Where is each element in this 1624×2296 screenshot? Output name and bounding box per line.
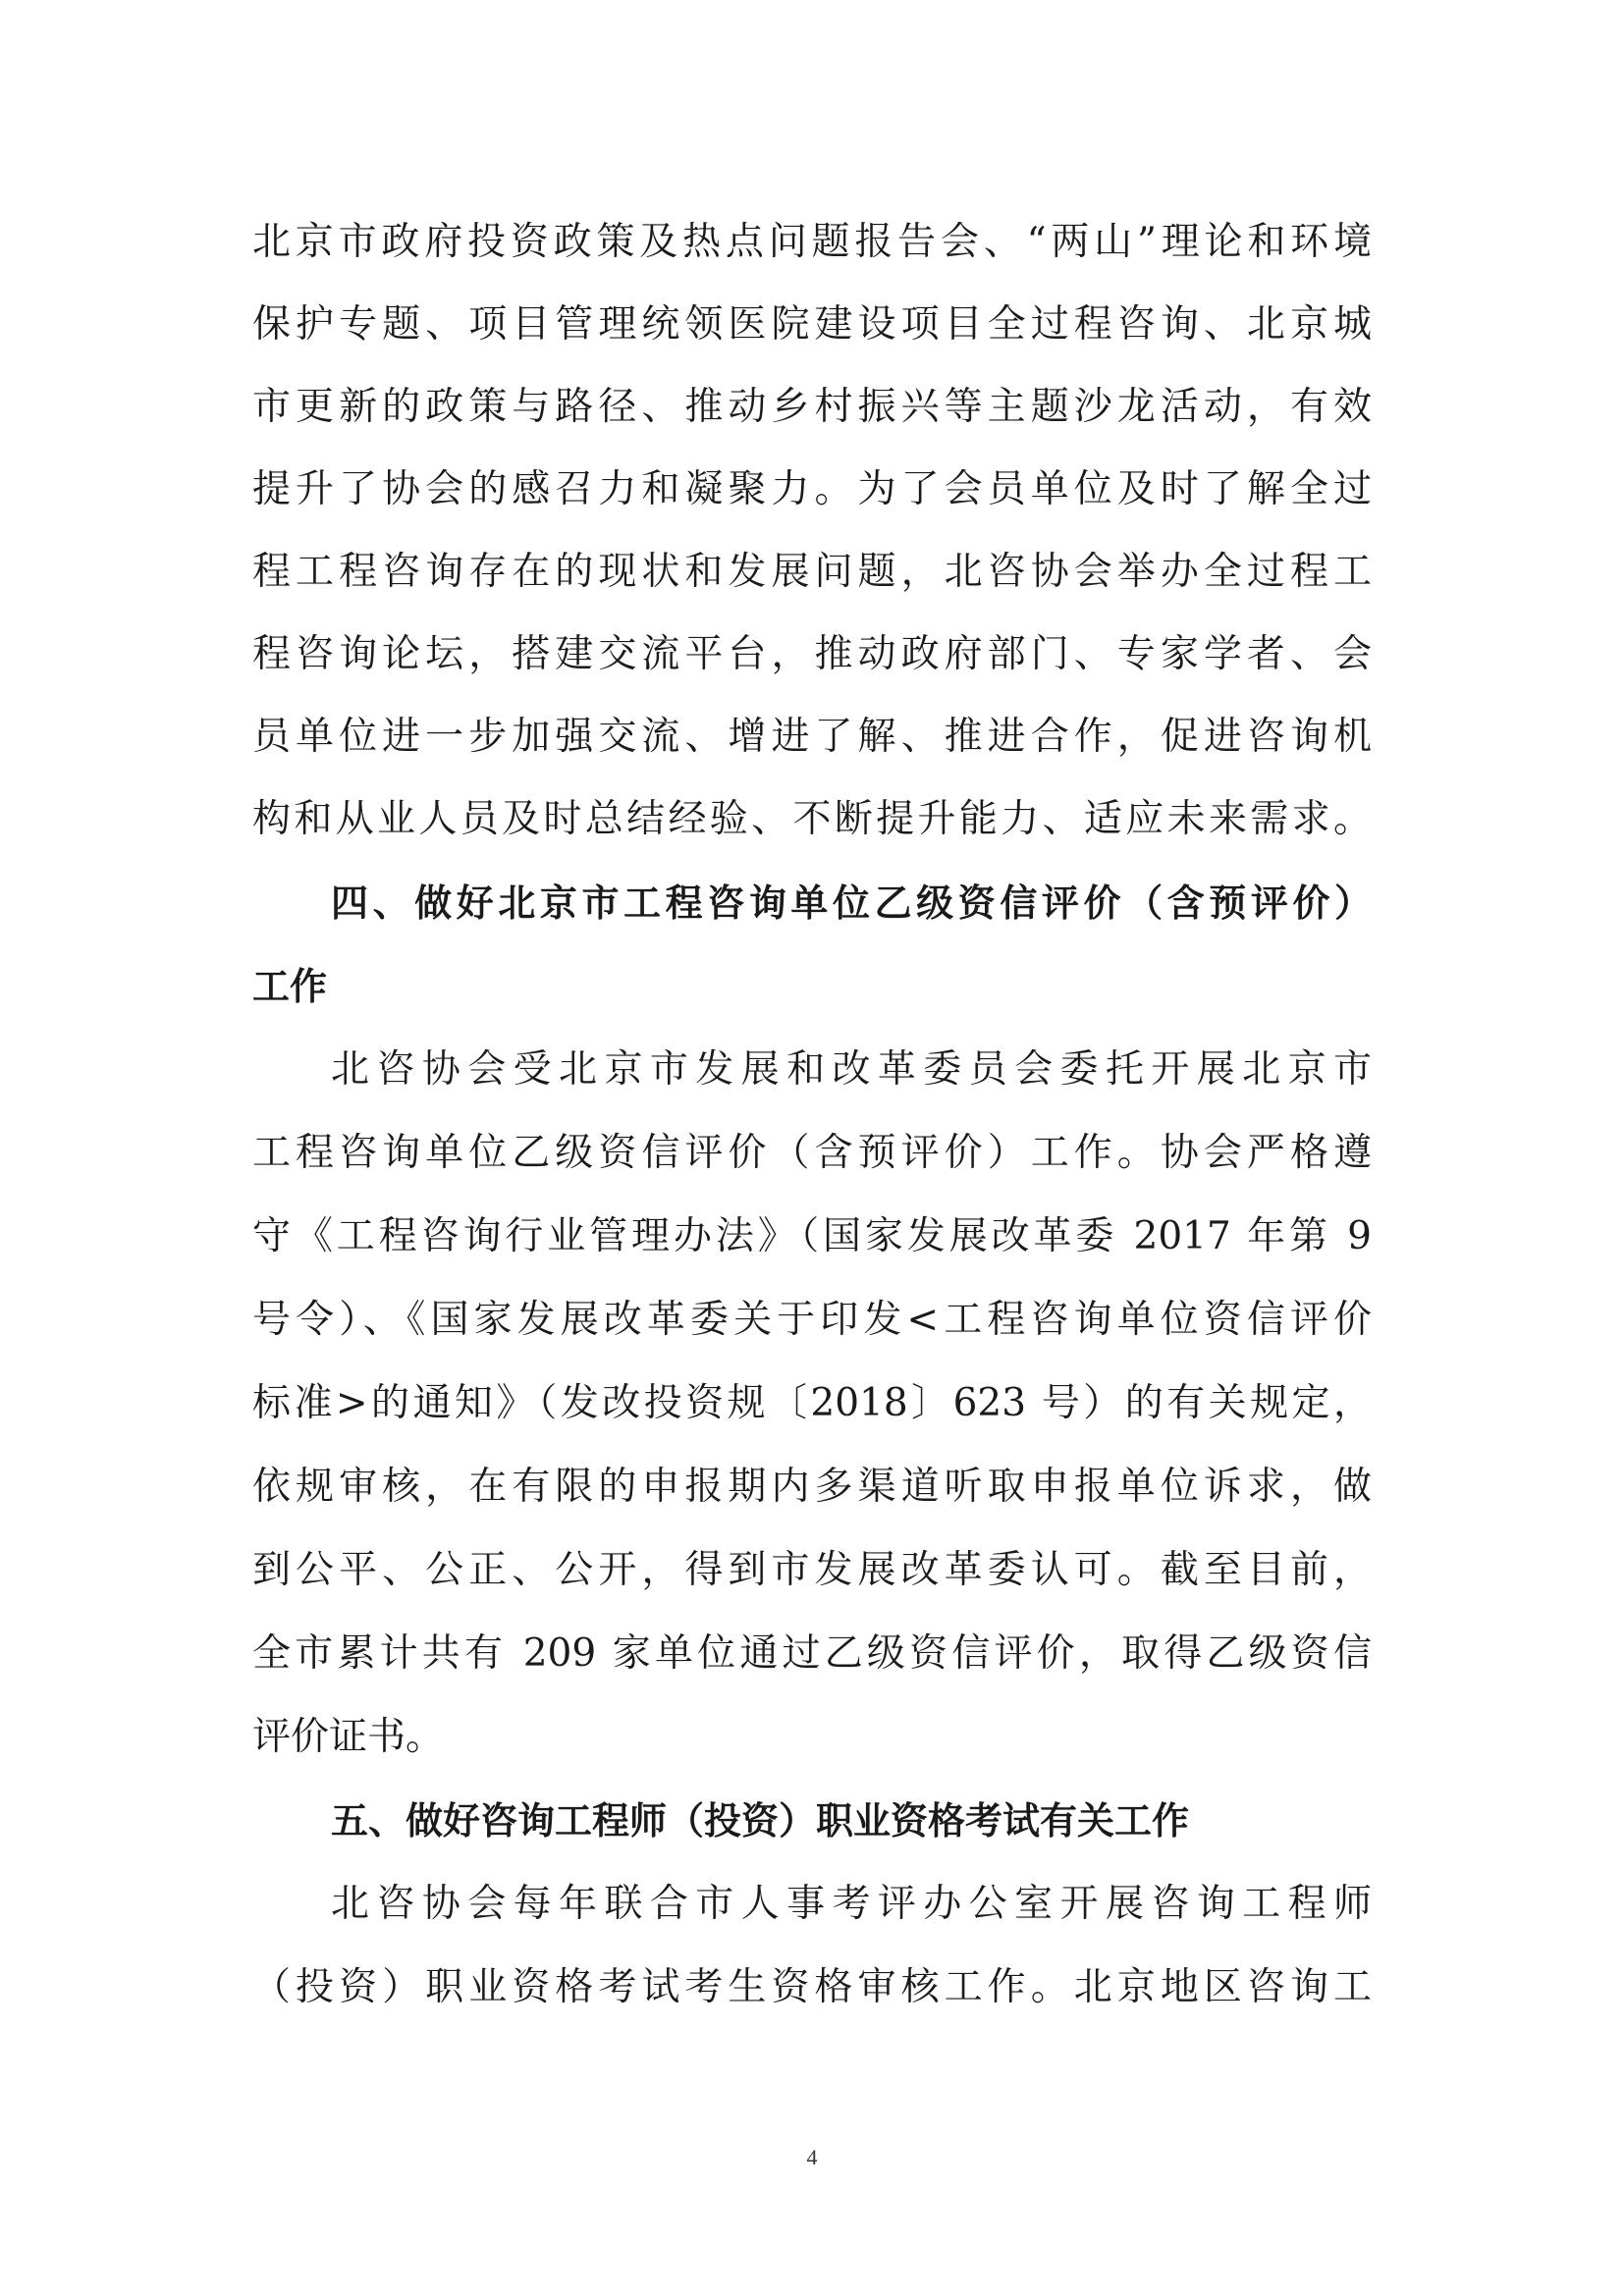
section-heading-5: 五、做好咨询工程师（投资）职业资格考试有关工作	[331, 1799, 1190, 1842]
paragraph-line: 程工程咨询存在的现状和发展问题，北咨协会举办全过程工	[252, 550, 1372, 594]
page-number: 4	[806, 2145, 818, 2169]
paragraph-line: 依规审核，在有限的申报期内多渠道听取申报单位诉求，做	[252, 1465, 1372, 1509]
paragraph-line: 评价证书。	[252, 1715, 445, 1759]
paragraph-line: （投资）职业资格考试考生资格审核工作。北京地区咨询工	[252, 1965, 1372, 2009]
paragraph-line: 员单位进一步加强交流、增进了解、推进合作，促进咨询机	[252, 715, 1372, 759]
paragraph-line: 保护专题、项目管理统领医院建设项目全过程咨询、北京城	[252, 302, 1372, 347]
paragraph-line: 提升了协会的感召力和凝聚力。为了会员单位及时了解全过	[252, 467, 1372, 511]
paragraph-line: 程咨询论坛，搭建交流平台，推动政府部门、专家学者、会	[252, 632, 1372, 676]
paragraph-line: 市更新的政策与路径、推动乡村振兴等主题沙龙活动，有效	[252, 385, 1372, 429]
paragraph-line: 标准>的通知》（发改投资规〔2018〕623 号）的有关规定，	[252, 1381, 1372, 1425]
paragraph-line: 工程咨询单位乙级资信评价（含预评价）工作。协会严格遵	[252, 1131, 1372, 1175]
section-heading-4-continued: 工作	[252, 965, 328, 1008]
section-heading-4: 四、做好北京市工程咨询单位乙级资信评价（含预评价）	[331, 881, 1372, 925]
paragraph-line: 北京市政府投资政策及热点问题报告会、“两山”理论和环境	[252, 220, 1372, 264]
paragraph-line: 全市累计共有 209 家单位通过乙级资信评价，取得乙级资信	[252, 1631, 1372, 1676]
paragraph-line: 北咨协会每年联合市人事考评办公室开展咨询工程师	[331, 1882, 1372, 1926]
paragraph-line: 号令）、《国家发展改革委关于印发<工程咨询单位资信评价	[252, 1298, 1372, 1342]
paragraph-line: 构和从业人员及时总结经验、不断提升能力、适应未来需求。	[252, 797, 1372, 841]
paragraph-line: 到公平、公正、公开，得到市发展改革委认可。截至目前，	[252, 1548, 1372, 1592]
paragraph-line: 北咨协会受北京市发展和改革委员会委托开展北京市	[331, 1047, 1372, 1092]
paragraph-line: 守《工程咨询行业管理办法》（国家发展改革委 2017 年第 9	[252, 1214, 1372, 1258]
